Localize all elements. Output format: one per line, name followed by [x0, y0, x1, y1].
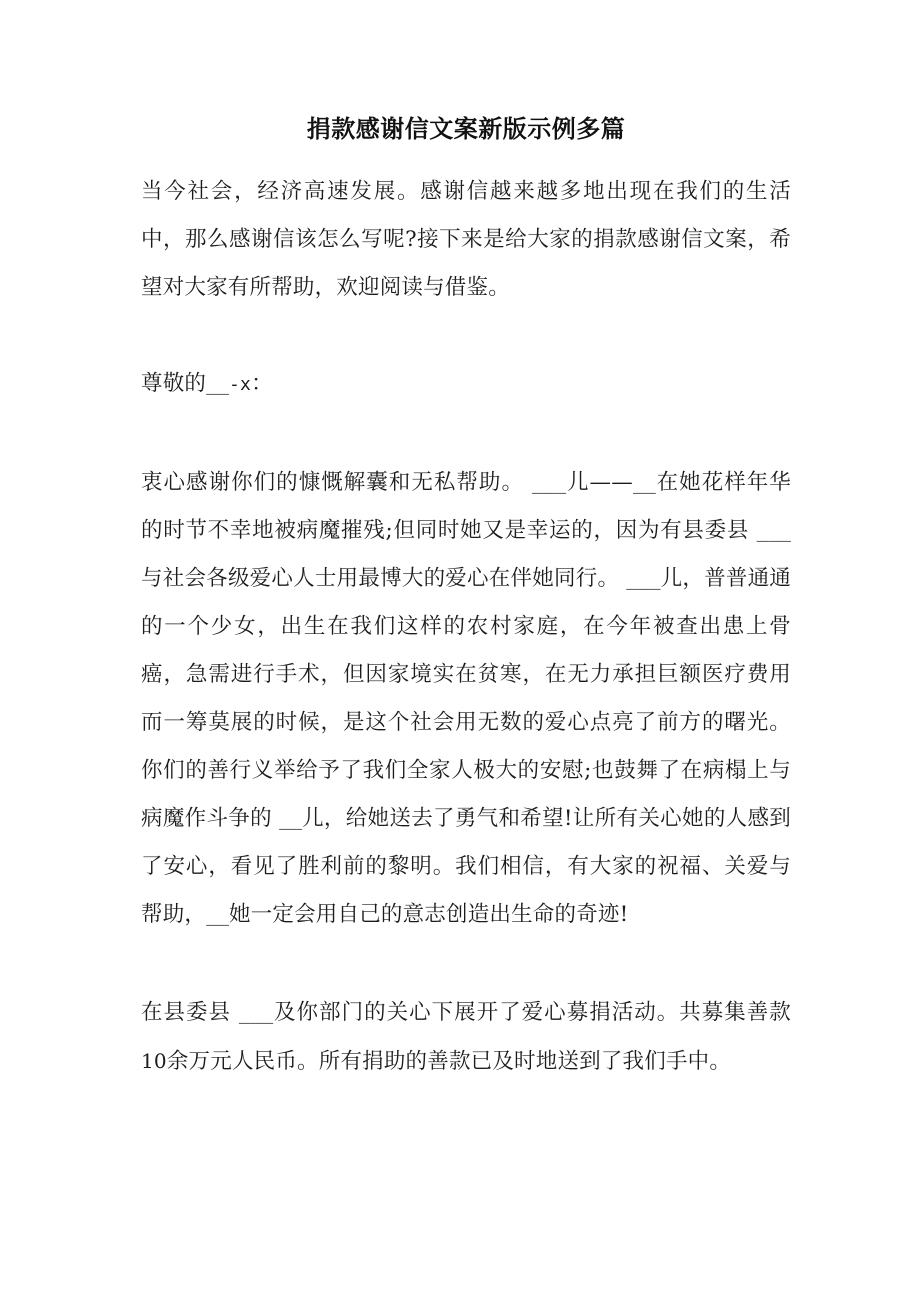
- body-segment-5: 儿，普普通通的一个少女，出生在我们这样的农村家庭，在今年被查出患上骨癌，急需进行手术，但因家境实在贫寒，在无力承担巨额医疗费用而一筹莫展的时候，是这个社会用无数的爱心点亮了前方的曙光。你们的善行义举给予了我们全家人极大的安慰;也鼓舞了在病榻上与病魔作斗争的: [141, 566, 792, 831]
- body-segment-2: 儿——: [566, 470, 633, 495]
- closing-paragraph: [141, 989, 791, 1086]
- closing-placeholder-1: ___: [238, 1002, 274, 1024]
- salutation-colon: ：: [251, 371, 273, 396]
- salutation-line: [141, 360, 791, 409]
- paragraph-gap: [141, 409, 791, 459]
- salutation-suffix: -x: [229, 374, 252, 395]
- document-body: [141, 0, 791, 1086]
- body-segment-6: 儿，给她送去了勇气和希望!让所有关心她的人感到了安心，看见了胜利前的黎明。我们相信，有大家的祝福、关爱与帮助，: [141, 806, 791, 927]
- paragraph-gap: [141, 939, 791, 989]
- donation-amount: 10: [141, 1049, 167, 1073]
- body-segment-1: 衷心感谢你们的慷慨解囊和无私帮助。: [141, 470, 532, 495]
- body-placeholder-5: __: [279, 808, 302, 830]
- closing-segment-3: 余万元人民币。所有捐助的善款已及时地送到了我们手中。: [166, 1049, 732, 1074]
- body-placeholder-2: __: [632, 472, 656, 494]
- closing-segment-1: 在县委县: [141, 1000, 239, 1025]
- body-segment-3: 在她花样年华的时节不幸地被病魔摧残;但同时她又是幸运的，因为有县委县: [141, 470, 791, 543]
- page-title: 捐款感谢信文案新版示例多篇: [306, 115, 626, 143]
- body-placeholder-6: __: [206, 904, 229, 926]
- body-segment-7: 她一定会用自己的意志创造出生命的奇迹!: [229, 902, 629, 927]
- body-placeholder-4: ___: [626, 568, 661, 590]
- body-segment-4: 与社会各级爱心人士用最博大的爱心在伴她同行。: [141, 566, 627, 591]
- intro-paragraph: [141, 168, 791, 312]
- body-paragraph: [141, 459, 791, 939]
- intro-paragraph-text: 当今社会，经济高速发展。感谢信越来越多地出现在我们的生活中，那么感谢信该怎么写呢?接下来是给大家的捐款感谢信文案，希望对大家有所帮助，欢迎阅读与借鉴。: [141, 179, 791, 300]
- body-placeholder-3: ___: [756, 520, 791, 542]
- salutation-prefix: 尊敬的: [141, 371, 207, 396]
- body-placeholder-1: ___: [531, 472, 567, 494]
- paragraph-gap: [141, 312, 791, 360]
- salutation-placeholder: __: [206, 373, 229, 395]
- closing-segment-2: 及你部门的关心下展开了爱心募捐活动。共募集善款: [273, 1000, 791, 1025]
